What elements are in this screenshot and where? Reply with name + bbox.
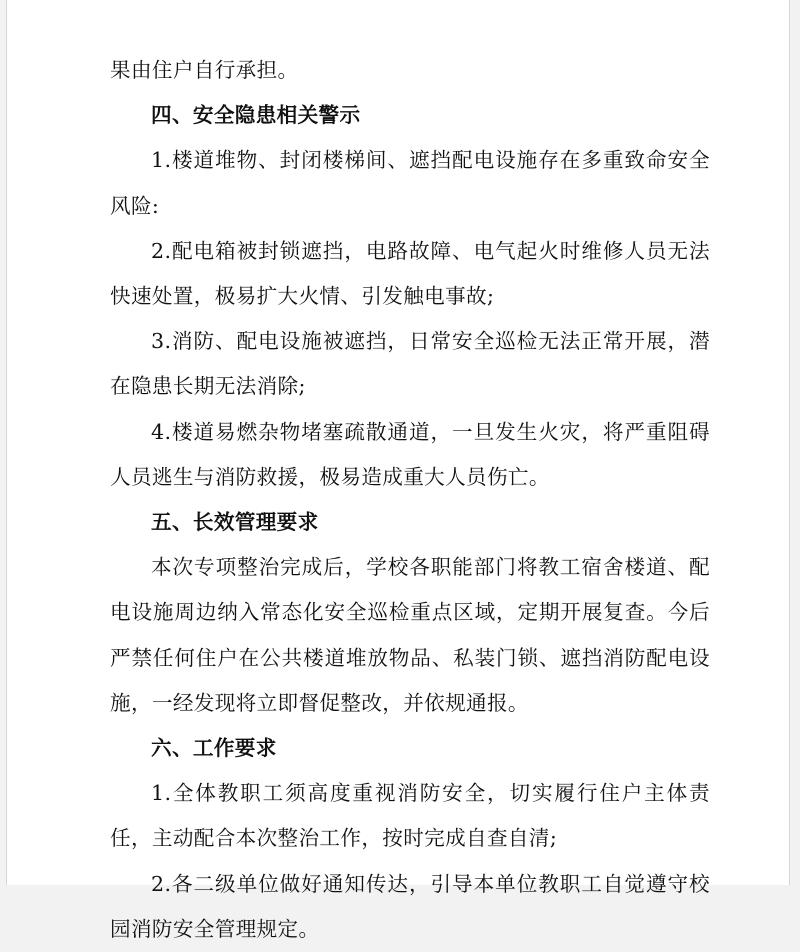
paragraph-continuation: 果由住户自行承担。 xyxy=(110,58,299,82)
requirement-item-1: 1.全体教职工须高度重视消防安全，切实履行住户主体责任，主动配合本次整治工作，按时完成自查自清; xyxy=(110,781,710,851)
warning-item-2: 2.配电箱被封锁遮挡，电路故障、电气起火时维修人员无法快速处置，极易扩大火情、引发触电事故; xyxy=(110,238,710,309)
management-paragraph: 本次专项整治完成后，学校各职能部门将教工宿舍楼道、配电设施周边纳入常态化安全巡检重点区域，定期开展复查。今后严禁任何住户在公共楼道堆放物品、私装门锁、遮挡消防配电设施，一经发现将立即督促整改，并依规通报。 xyxy=(110,555,710,715)
document-page xyxy=(6,0,790,941)
document-body xyxy=(110,48,710,952)
section-heading-4: 四、安全隐患相关警示 xyxy=(151,103,361,128)
section-heading-6: 六、工作要求 xyxy=(151,736,277,761)
warning-item-3: 3.消防、配电设施被遮挡，日常安全巡检无法正常开展，潜在隐患长期无法消除; xyxy=(110,329,710,399)
warning-item-4: 4.楼道易燃杂物堵塞疏散通道，一旦发生火灾，将严重阻碍人员逃生与消防救援，极易造成重大人员伤亡。 xyxy=(110,419,710,489)
requirement-item-2: 2.各二级单位做好通知传达，引导本单位教职工自觉遵守校园消防安全管理规定。 xyxy=(110,871,710,941)
warning-item-1: 1.楼道堆物、封闭楼梯间、遮挡配电设施存在多重致命安全风险: xyxy=(110,148,710,218)
section-heading-5: 五、长效管理要求 xyxy=(151,510,319,535)
